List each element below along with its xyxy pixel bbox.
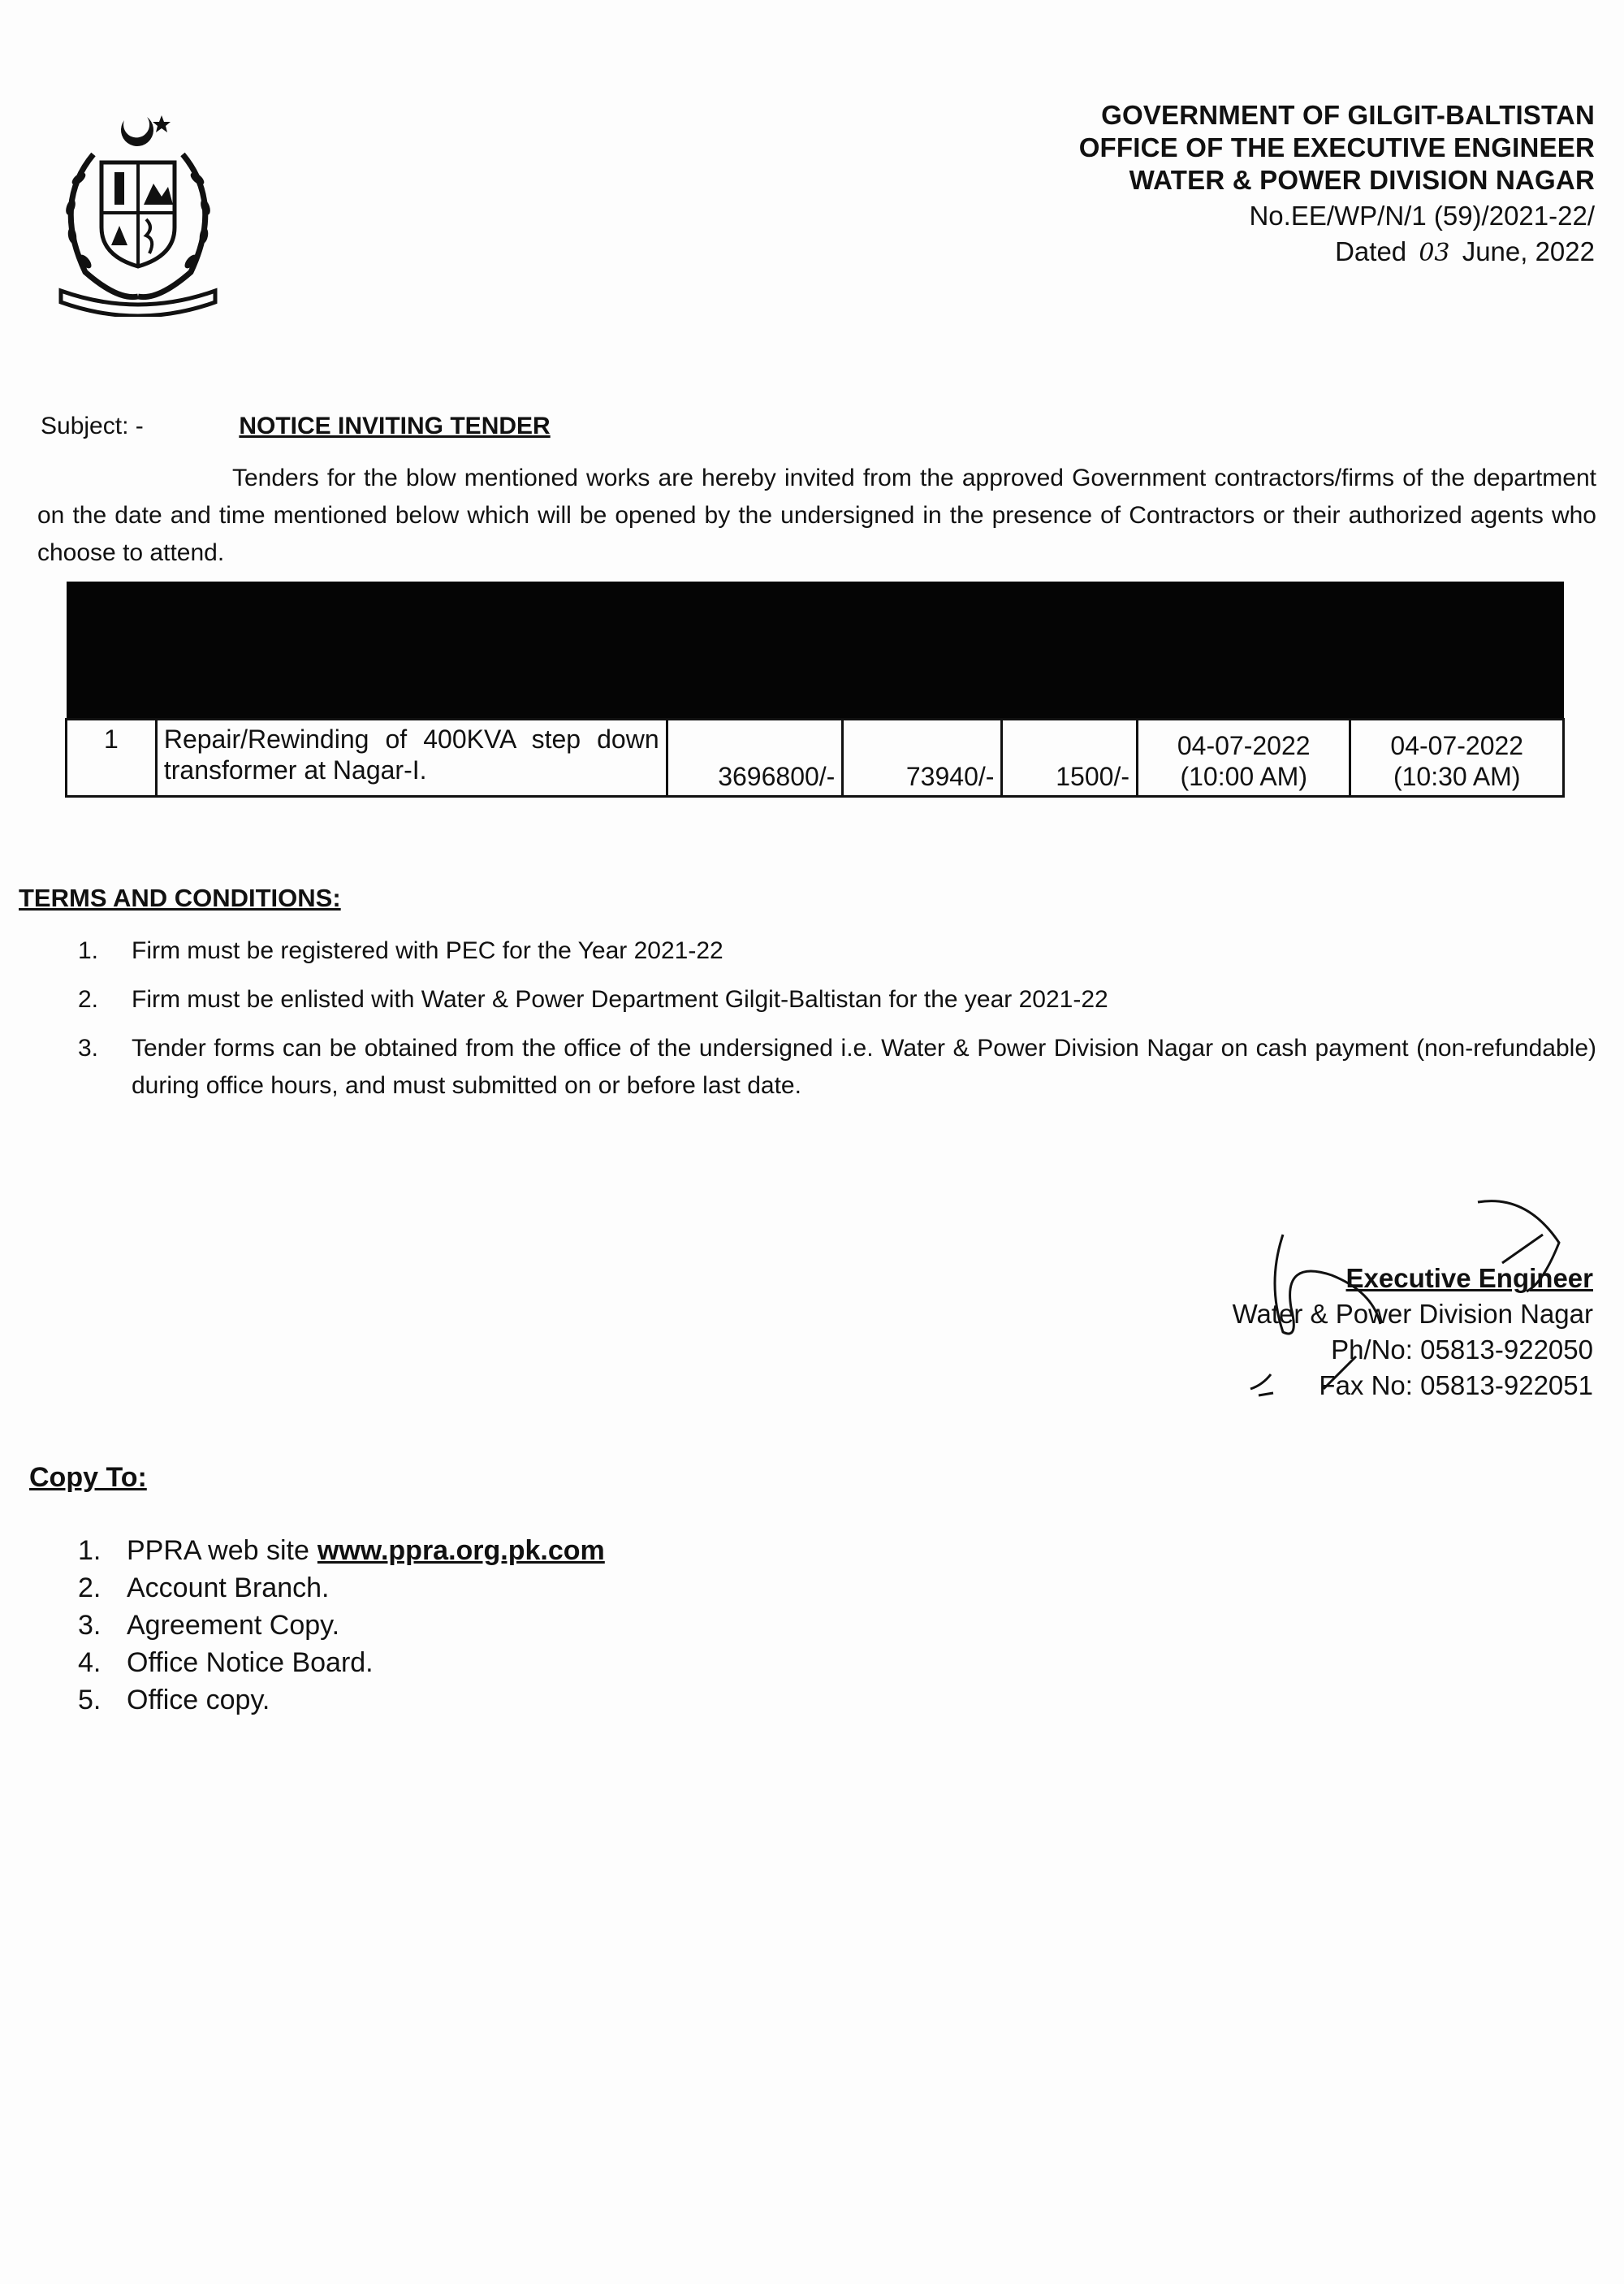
document-date xyxy=(1079,234,1595,271)
signatory-phone: Ph/No: 05813-922050 xyxy=(1331,1334,1593,1365)
reference-number: No.EE/WP/N/1 (59)/2021-22/ xyxy=(1249,201,1595,231)
term-text: Firm must be registered with PEC for the Year 2021-22 xyxy=(132,937,723,964)
copy-number: 4. xyxy=(78,1647,102,1678)
term-number: 1. xyxy=(78,937,99,964)
letterhead-office: OFFICE OF THE EXECUTIVE ENGINEER xyxy=(1078,132,1595,162)
cell-serial-number: 1 xyxy=(67,720,157,797)
cell-work-description xyxy=(156,720,667,797)
copy-to-list xyxy=(78,1532,605,1719)
copy-text: Agreement Copy. xyxy=(127,1610,340,1641)
copy-text: Account Branch. xyxy=(127,1572,330,1603)
list-item xyxy=(78,981,1596,1019)
tender-table xyxy=(65,582,1565,798)
letterhead xyxy=(1079,99,1595,271)
signatory-fax: Fax No: 05813-922051 xyxy=(1319,1370,1593,1400)
copy-number: 5. xyxy=(78,1685,102,1715)
letterhead-division: WATER & POWER DIVISION NAGAR xyxy=(1129,165,1595,195)
term-text: Tender forms can be obtained from the office of the undersigned i.e. Water & Power Division Nagar on cash payment (non-refundable) during office hours, and must submitted on or before last date. xyxy=(132,1035,1596,1099)
term-number: 3. xyxy=(78,1035,99,1062)
subject-title: NOTICE INVITING TENDER xyxy=(239,413,551,439)
copy-number: 3. xyxy=(78,1610,102,1641)
list-item xyxy=(78,1607,605,1644)
opening-time: (10:30 AM) xyxy=(1393,762,1521,791)
cell-issue-date xyxy=(1137,720,1350,797)
date-day: 03 xyxy=(1419,239,1450,267)
date-prefix: Dated xyxy=(1335,236,1407,266)
intro-paragraph: Tenders for the blow mentioned works are hereby invited from the approved Government contractors/firms of the department on the date and time mentioned below which will be opened by the undersigned in the presence of Contractors or their authorized agents who choose to attend. xyxy=(37,465,1596,566)
work-description-line2: transformer at Nagar-I. xyxy=(163,755,427,785)
list-item xyxy=(78,1569,605,1607)
letterhead-government: GOVERNMENT OF GILGIT-BALTISTAN xyxy=(1101,100,1595,130)
copy-text: PPRA web site xyxy=(127,1535,309,1566)
term-text: Firm must be enlisted with Water & Power Department Gilgit-Baltistan for the year 2021-22 xyxy=(132,986,1108,1013)
terms-list xyxy=(78,932,1596,1116)
work-description-line1: Repair/Rewinding of 400KVA step down xyxy=(163,725,659,754)
term-number: 2. xyxy=(78,986,99,1013)
cell-earnest-money: 73940/- xyxy=(843,720,1002,797)
government-emblem-icon xyxy=(45,106,231,317)
copy-text: Office copy. xyxy=(127,1685,270,1715)
signature-block xyxy=(1233,1261,1593,1404)
date-month-year: June, 2022 xyxy=(1462,236,1595,266)
list-item xyxy=(78,1532,605,1569)
copy-number: 1. xyxy=(78,1535,102,1566)
list-item xyxy=(78,1681,605,1719)
list-item xyxy=(78,1644,605,1681)
subject-row xyxy=(41,413,551,440)
list-item xyxy=(78,1030,1596,1105)
terms-heading: TERMS AND CONDITIONS: xyxy=(19,884,341,912)
ppra-website-link[interactable]: www.ppra.org.pk.com xyxy=(317,1535,605,1566)
redacted-table-header xyxy=(67,582,1564,720)
list-item xyxy=(78,932,1596,970)
cell-tender-fee: 1500/- xyxy=(1002,720,1138,797)
cell-opening-date xyxy=(1350,720,1564,797)
signatory-title: Executive Engineer xyxy=(1345,1263,1593,1293)
table-row xyxy=(67,720,1564,797)
signatory-office: Water & Power Division Nagar xyxy=(1232,1299,1593,1329)
copy-number: 2. xyxy=(78,1572,102,1603)
opening-date: 04-07-2022 xyxy=(1390,731,1524,760)
issue-time: (10:00 AM) xyxy=(1180,762,1307,791)
copy-text: Office Notice Board. xyxy=(127,1647,374,1678)
issue-date: 04-07-2022 xyxy=(1177,731,1311,760)
copy-to-heading: Copy To: xyxy=(29,1462,147,1493)
subject-label: Subject: - xyxy=(41,413,144,439)
cell-estimated-cost: 3696800/- xyxy=(667,720,843,797)
